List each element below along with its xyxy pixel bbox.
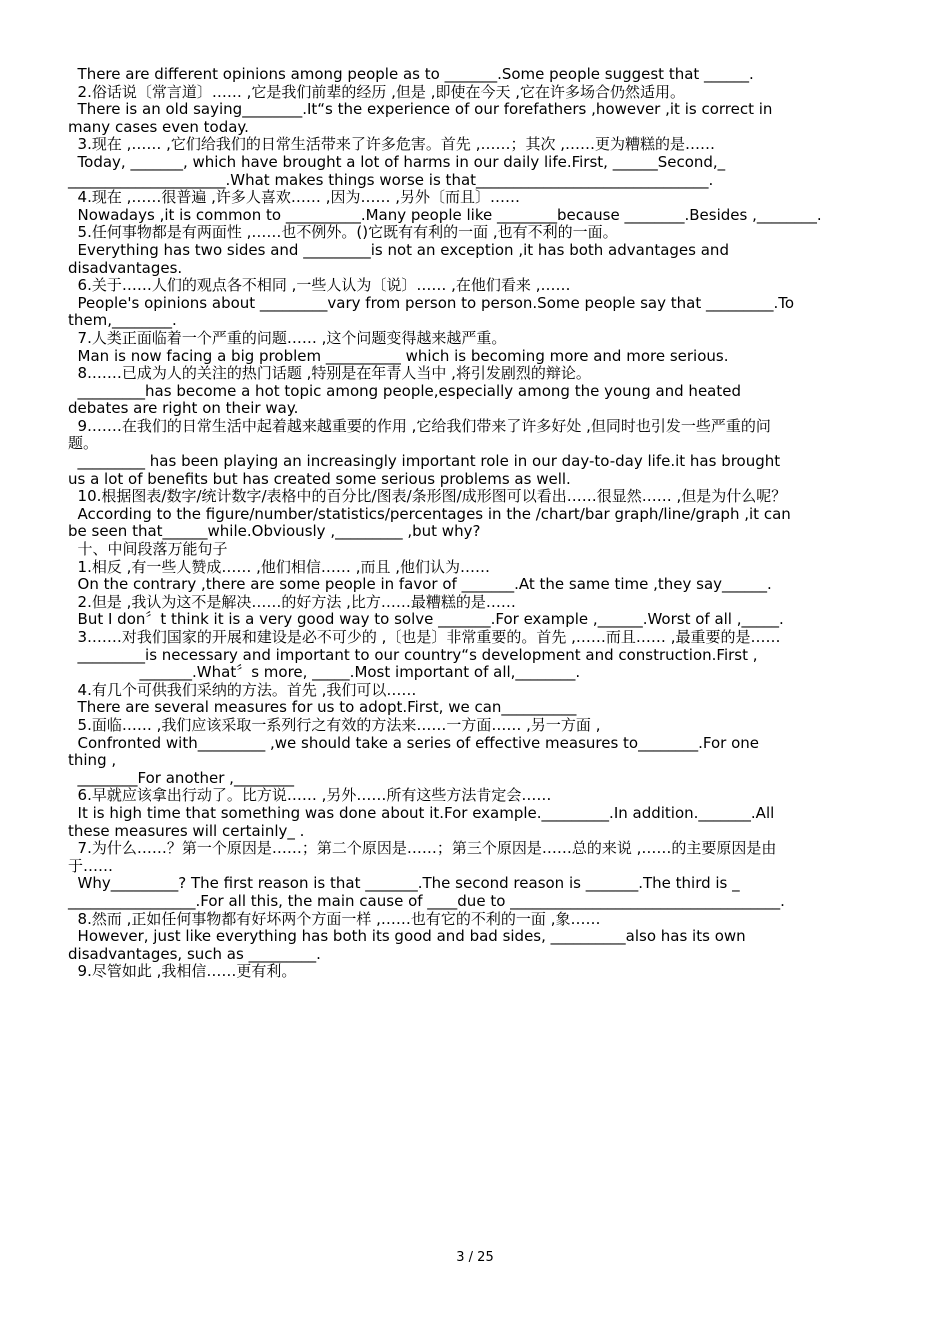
text-line: thing , xyxy=(68,751,117,770)
text-line: On the contrary ,there are some people in favor of _______.At the same time ,they say______. xyxy=(68,575,772,594)
text-line: 1.相反 ,有一些人赞成…… ,他们相信…… ,而且 ,他们认为…… xyxy=(68,557,490,576)
text-line: 8.然而 ,正如任何事物都有好坏两个方面一样 ,……也有它的不利的一面 ,象…… xyxy=(68,909,601,928)
text-line: There are different opinions among people as to _______.Some people suggest that ______. xyxy=(68,65,754,83)
text-line: debates are right on their way. xyxy=(68,399,299,418)
text-line: them,________. xyxy=(68,311,177,330)
text-line: Everything has two sides and _________is not an exception ,it has both advantages and xyxy=(68,240,729,259)
text-line: 题。 xyxy=(68,434,99,453)
text-line: 3.现在 ,…… ,它们给我们的日常生活带来了许多危害。首先 ,……；其次 ,……更为糟糕的是…… xyxy=(68,135,715,154)
text-line: _________ has been playing an increasingly important role in our day-to-day life.it has brought xyxy=(68,452,781,471)
text-line: be seen that______while.Obviously ,_________ ,but why? xyxy=(68,522,481,541)
text-line: 十、中间段落万能句子 xyxy=(68,540,228,559)
text-line: many cases even today. xyxy=(68,117,249,136)
text-line: Why_________? The first reason is that _______.The second reason is _______.The third is _ xyxy=(68,874,740,893)
text-line: Confronted with_________ ,we should take a series of effective measures to________.For one xyxy=(68,733,759,752)
text-line: us a lot of benefits but has created some serious problems as well. xyxy=(68,469,571,488)
text-line: 于…… xyxy=(68,856,114,875)
text-line: ________For another ,________ xyxy=(68,768,294,787)
text-line: But I don〞t think it is a very good way to solve _______.For example ,______.Worst of all ,_____. xyxy=(68,610,784,629)
text-line: 9.……在我们的日常生活中起着越来越重要的作用 ,它给我们带来了许多好处 ,但同时也引发一些严重的问 xyxy=(68,416,771,435)
text-line: 10.根据图表/数字/统计数字/表格中的百分比/图表/条形图/成形图可以看出……很显然…… ,但是为什么呢？ xyxy=(68,487,787,506)
text-line: _________is necessary and important to our country“s development and construction.First , xyxy=(68,645,758,664)
text-line: Today, _______, which have brought a lot of harms in our daily life.First, ______Second,_ xyxy=(68,152,726,171)
text-line: _______.What〞s more, _____.Most important of all,________. xyxy=(68,663,581,682)
text-line: 7.为什么……？第一个原因是……；第二个原因是……；第三个原因是……总的来说 ,……的主要原因是由 xyxy=(68,839,777,858)
text-line: 4.现在 ,……很普遍 ,许多人喜欢…… ,因为…… ,另外〔而且〕…… xyxy=(68,188,520,207)
text-line: Man is now facing a big problem __________ which is becoming more and more serious. xyxy=(68,346,729,365)
text-line: 3.……对我们国家的开展和建设是必不可少的 ,〔也是〕非常重要的。首先 ,……而且…… ,最重要的是…… xyxy=(68,628,781,646)
page-number: 3 / 25 xyxy=(456,1250,494,1265)
text-line: _________________.For all this, the main cause of ____due to ____________________________________. xyxy=(68,891,785,910)
document-body xyxy=(68,66,918,981)
text-line: According to the figure/number/statistics/percentages in the /chart/bar graph/line/graph ,it can xyxy=(68,504,791,523)
text-line: 9.尽管如此 ,我相信……更有利。 xyxy=(68,962,297,981)
text-line: disadvantages, such as _________. xyxy=(68,944,321,963)
text-line: disadvantages. xyxy=(68,258,183,277)
text-line: 5.面临…… ,我们应该采取一系列行之有效的方法来……一方面…… ,另一方面 , xyxy=(68,715,601,734)
text-line: People's opinions about _________vary from person to person.Some people say that _________.To xyxy=(68,293,795,312)
text-line: 2.但是 ,我认为这不是解决……的好方法 ,比方……最糟糕的是…… xyxy=(68,592,516,611)
text-line: It is high time that something was done about it.For example._________.In addition._______.All xyxy=(68,803,775,822)
text-line: 2.俗话说〔常言道〕…… ,它是我们前辈的经历 ,但是 ,即使在今天 ,它在许多场合仍然适用。 xyxy=(68,82,685,101)
text-line: However, just like everything has both its good and bad sides, __________also has its own xyxy=(68,927,746,946)
text-line: There are several measures for us to adopt.First, we can__________ xyxy=(68,698,577,717)
text-line: _____________________.What makes things worse is that_______________________________. xyxy=(68,170,714,189)
text-line: Nowadays ,it is common to __________.Many people like ________because ________.Besides ,________. xyxy=(68,205,822,224)
text-line: There is an old saying________.It“s the experience of our forefathers ,however ,it is correct in xyxy=(68,100,773,119)
text-line: 5.任何事物都是有两面性 ,……也不例外。()它既有有利的一面 ,也有不利的一面。 xyxy=(68,223,618,242)
text-line: 4.有几个可供我们采纳的方法。首先 ,我们可以…… xyxy=(68,680,417,699)
text-line: 6.早就应该拿出行动了。比方说…… ,另外……所有这些方法肯定会…… xyxy=(68,786,552,805)
text-line: 7.人类正面临着一个严重的问题…… ,这个问题变得越来越严重。 xyxy=(68,328,507,347)
text-line: these measures will certainly_ . xyxy=(68,821,305,840)
text-line: 6.关于……人们的观点各不相同 ,一些人认为〔说〕…… ,在他们看来 ,…… xyxy=(68,276,571,295)
text-line: 8.……已成为人的关注的热门话题 ,特别是在年青人当中 ,将引发剧烈的辩论。 xyxy=(68,364,591,383)
text-line: _________has become a hot topic among people,especially among the young and heated xyxy=(68,381,741,400)
